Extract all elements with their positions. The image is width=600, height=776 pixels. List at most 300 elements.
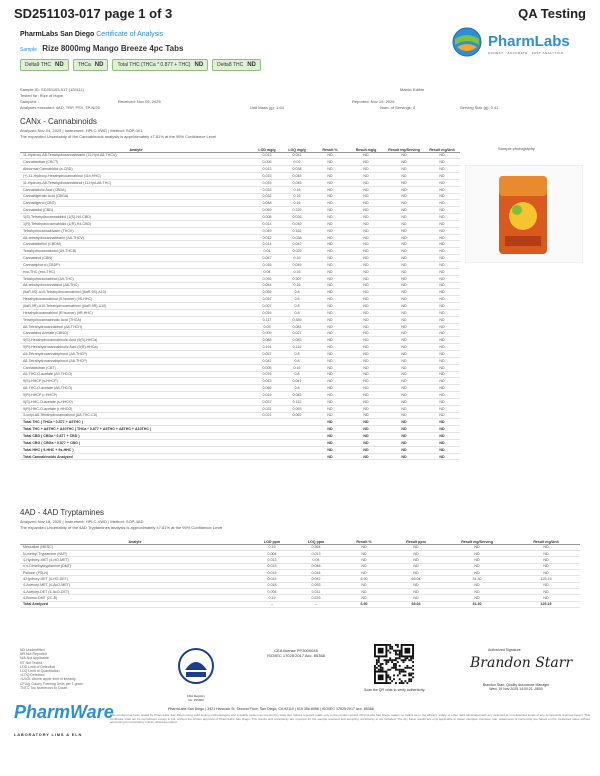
- analyte-cell: Cannabiphorol (CBDP): [20, 262, 252, 269]
- value-cell: 0.083: [252, 337, 282, 344]
- value-cell: ND: [348, 214, 384, 221]
- value-cell: [282, 433, 312, 440]
- table-row: [20, 357, 460, 364]
- value-cell: ND: [312, 193, 348, 200]
- value-cell: 0.057: [252, 296, 282, 303]
- analyte-cell: 9(S)-HHCP (s-HHCP): [20, 378, 252, 385]
- value-cell: 0.041: [252, 357, 282, 364]
- value-cell: 0.564: [294, 544, 338, 550]
- value-cell: 0.116: [282, 344, 312, 351]
- analyte-cell: 1(R)-Tetrahydrocannabidiol (1(R)-H4-CBD): [20, 220, 252, 227]
- value-cell: ND: [442, 582, 512, 588]
- value-cell: ND: [424, 453, 460, 460]
- analyte-cell: n,n-Dimethyltryptamine (DMT): [20, 563, 250, 569]
- value-cell: 0.8: [282, 371, 312, 378]
- value-cell: ND: [312, 364, 348, 371]
- value-cell: ND: [312, 344, 348, 351]
- value-cell: ND: [424, 446, 460, 453]
- value-cell: 0.049: [282, 262, 312, 269]
- analyte-cell: Total HHC ( 9-HHC + 9s-HHC ): [20, 446, 252, 453]
- analyte-cell: Cannabinol Acetate (CBNO): [20, 330, 252, 337]
- value-cell: ND: [348, 330, 384, 337]
- analyte-cell: Total CBD ( CBDa * 0.877 + CBD ): [20, 433, 252, 440]
- analyte-cell: (+)-11-Hydroxy-Hexahydrocannabinol (11b-HHC): [20, 173, 252, 180]
- analyte-cell: Total CBG ( CBGa * 0.877 + CBG ): [20, 439, 252, 446]
- lab-address: PharmLabs San Diego | 3421 Hancock St, Second Floor, San Diego, CA 92110 | 619.356.6996 | ISO/IEC 17025:2017 Acc. 85368: [168, 707, 374, 711]
- value-cell: ND: [338, 588, 390, 594]
- table-row: [20, 166, 460, 173]
- value-cell: ND: [312, 309, 348, 316]
- value-cell: 0.011: [294, 588, 338, 594]
- value-cell: ND: [348, 385, 384, 392]
- value-cell: ND: [312, 433, 348, 440]
- value-cell: ND: [424, 166, 460, 173]
- value-cell: ND: [348, 159, 384, 166]
- column-header: Analyte: [20, 532, 250, 544]
- value-cell: 0.053: [294, 582, 338, 588]
- value-cell: ND: [424, 350, 460, 357]
- value-cell: [252, 439, 282, 446]
- value-cell: ND: [348, 234, 384, 241]
- value-cell: ND: [384, 296, 424, 303]
- value-cell: 6.90: [338, 601, 390, 607]
- value-cell: ND: [424, 378, 460, 385]
- value-cell: ND: [312, 166, 348, 173]
- value-cell: ND: [384, 207, 424, 214]
- chip-value: ND: [55, 62, 64, 68]
- value-cell: 0.048: [294, 563, 338, 569]
- value-cell: 0.16: [282, 200, 312, 207]
- table-row: [20, 275, 460, 282]
- logo-name: PharmLabs: [488, 33, 570, 50]
- value-cell: ND: [348, 227, 384, 234]
- sampled: Sampled: -: [20, 99, 40, 104]
- value-cell: 0.01: [252, 248, 282, 255]
- trp-title: 4AD - 4AD Tryptamines: [20, 508, 105, 517]
- column-header: Analyte: [20, 140, 252, 152]
- table-row: [20, 405, 460, 412]
- matrix: Matrix: Edible: [400, 87, 425, 92]
- value-cell: 0.045: [282, 392, 312, 399]
- value-cell: ND: [348, 193, 384, 200]
- analyte-cell: Total Analyzed: [20, 601, 250, 607]
- value-cell: ND: [312, 426, 348, 433]
- value-cell: ND: [384, 186, 424, 193]
- value-cell: ND: [312, 392, 348, 399]
- value-cell: ND: [312, 419, 348, 426]
- column-header: Result mg/Serving: [384, 140, 424, 152]
- sample-tag: Sample: [20, 47, 37, 53]
- value-cell: 0.014: [250, 576, 294, 582]
- value-cell: ND: [384, 446, 424, 453]
- abbreviation-legend: ND Unidentified NR Not Reported N/A Not Applicable NT Not Tested LOD Limit of Detection LOQ Limit of Quantitation <LOQ Detected >ULOL Above upper limit of linearity CFU/g Colony Forming Units per 1 gram TNTC Too Numerous to Count: [20, 648, 83, 690]
- value-cell: 0.057: [252, 350, 282, 357]
- value-cell: 0.081: [282, 323, 312, 330]
- value-cell: ND: [348, 392, 384, 399]
- value-cell: 0.8: [282, 296, 312, 303]
- value-cell: ND: [512, 563, 580, 569]
- analyte-cell: Total THC + Δ8THC + Δ10THC ( THCa * 0.877 + Δ9THC + Δ8THC + Δ10THC ): [20, 426, 252, 433]
- received-date: Received: Nov 05, 2025: [118, 99, 161, 104]
- chip-label: Total THC (THCa * 0.877 + THC): [117, 62, 191, 68]
- analyte-cell: N-methyl Tryptamine (NMT): [20, 550, 250, 556]
- value-cell: ND: [424, 439, 460, 446]
- value-cell: ND: [312, 214, 348, 221]
- value-cell: ND: [348, 241, 384, 248]
- value-cell: ND: [348, 316, 384, 323]
- value-cell: ND: [312, 186, 348, 193]
- value-cell: ND: [348, 296, 384, 303]
- table-row: [20, 234, 460, 241]
- value-cell: ND: [348, 152, 384, 159]
- value-cell: ND: [384, 159, 424, 166]
- value-cell: ND: [424, 241, 460, 248]
- column-header: Result %: [338, 532, 390, 544]
- table-row: [20, 385, 460, 392]
- chip-value: ND: [194, 62, 204, 68]
- value-cell: [282, 426, 312, 433]
- value-cell: ND: [348, 323, 384, 330]
- value-cell: 0.015: [252, 392, 282, 399]
- canx-subtitle-1: Analyzed Nov 04, 2025 | Instrument: HPLC-VWD | Method: SOP-001: [20, 128, 143, 133]
- value-cell: ND: [348, 268, 384, 275]
- lab-name: PharmLabs San Diego: [20, 31, 95, 38]
- value-cell: ND: [424, 405, 460, 412]
- value-cell: 0.112: [282, 398, 312, 405]
- value-cell: ND: [424, 159, 460, 166]
- table-row: [20, 371, 460, 378]
- table-row: [20, 241, 460, 248]
- pharmware-logo: [14, 702, 114, 742]
- value-cell: ND: [384, 152, 424, 159]
- value-cell: ND: [424, 316, 460, 323]
- analyte-cell: Δ9-THC-O-acetate (Δ9-THCO): [20, 371, 252, 378]
- globe-logo-icon: [452, 27, 482, 57]
- column-header: LOD ppm: [250, 532, 294, 544]
- value-cell: ND: [442, 595, 512, 601]
- value-cell: ND: [384, 179, 424, 186]
- value-cell: ND: [390, 588, 442, 594]
- value-cell: ND: [312, 453, 348, 460]
- value-cell: 0.033: [252, 193, 282, 200]
- value-cell: 0.8: [282, 289, 312, 296]
- value-cell: ND: [424, 303, 460, 310]
- value-cell: 0.045: [282, 173, 312, 180]
- table-row: [20, 179, 460, 186]
- table-row: [20, 344, 460, 351]
- table-row: [20, 330, 460, 337]
- analyte-cell: Tetrahydrocannabinol (Δ9-THC): [20, 275, 252, 282]
- value-cell: ND: [512, 582, 580, 588]
- value-cell: 0.013: [252, 378, 282, 385]
- value-cell: ND: [390, 595, 442, 601]
- chip-label: THCa: [77, 62, 91, 68]
- value-cell: [252, 426, 282, 433]
- analyte-cell: 4-Acetoxy-DET (4-AcO-DET): [20, 588, 250, 594]
- value-cell: 0.16: [282, 193, 312, 200]
- value-cell: 0.041: [282, 378, 312, 385]
- sample-name: Rize 8000mg Mango Breeze 4pc Tabs: [42, 44, 184, 53]
- table-row: [20, 152, 460, 159]
- value-cell: 0.03: [252, 323, 282, 330]
- value-cell: ND: [348, 378, 384, 385]
- analyte-cell: Hexahydrocannabinol (R Isomer) (9R-HHC): [20, 309, 252, 316]
- value-cell: ND: [424, 207, 460, 214]
- handwritten-signature: Brandon Starr: [470, 655, 573, 671]
- value-cell: ND: [338, 569, 390, 575]
- table-row: [20, 248, 460, 255]
- num-servings: Num. of Servings: 4: [380, 105, 416, 110]
- value-cell: ND: [424, 426, 460, 433]
- value-cell: 0.015: [250, 563, 294, 569]
- fda-number: No: #35300: [188, 697, 204, 702]
- value-cell: ND: [312, 200, 348, 207]
- value-cell: 0.041: [282, 152, 312, 159]
- value-cell: 0.013: [252, 166, 282, 173]
- analyte-cell: 4-Bromo-DMT (2C-B): [20, 595, 250, 601]
- value-cell: 0.049: [282, 220, 312, 227]
- value-cell: ND: [390, 557, 442, 563]
- value-cell: ND: [384, 316, 424, 323]
- value-cell: ND: [348, 344, 384, 351]
- trp-subtitle-1: Analyzed Nov 18, 2025 | Instrument: HPLC-VWD | Method: SOP-4AD: [20, 519, 144, 524]
- analyte-cell: 1(S)-Tetrahydrocannabidiol (1(S)-H4-CBD): [20, 214, 252, 221]
- chip-delta9-thc: [20, 59, 69, 71]
- analyte-cell: exo-THC (exo-THC): [20, 268, 252, 275]
- value-cell: ND: [348, 446, 384, 453]
- value-cell: 0.16: [282, 282, 312, 289]
- value-cell: ND: [312, 248, 348, 255]
- value-cell: ND: [384, 385, 424, 392]
- value-cell: ND: [384, 412, 424, 419]
- value-cell: [282, 446, 312, 453]
- value-cell: ND: [384, 419, 424, 426]
- signer-name: Brandon Starr, Quality Assurance Manager: [482, 683, 550, 687]
- value-cell: ND: [384, 234, 424, 241]
- value-cell: ND: [442, 569, 512, 575]
- column-header: Result mg/Unit: [424, 140, 460, 152]
- accreditation-info: [262, 648, 330, 658]
- value-cell: ND: [424, 357, 460, 364]
- analyte-cell: 9(S)-HHC-O-acetate (s-HHCO): [20, 398, 252, 405]
- value-cell: 0.16: [282, 186, 312, 193]
- analyte-cell: Cannabicitran (CBCT): [20, 159, 252, 166]
- value-cell: 0.092: [252, 275, 282, 282]
- value-cell: ND: [312, 350, 348, 357]
- table-row: [20, 186, 460, 193]
- pharmware-subtitle: LABORATORY LIMS & ELN: [14, 732, 83, 737]
- value-cell: ND: [424, 173, 460, 180]
- analyte-cell: 3-octyl-Δ8-Tetrahydrocannabinol (Δ8-THC-C8): [20, 412, 252, 419]
- value-cell: ND: [312, 220, 348, 227]
- value-cell: 0.8: [282, 350, 312, 357]
- value-cell: 0.037: [252, 398, 282, 405]
- value-cell: -: [294, 601, 338, 607]
- value-cell: ND: [348, 419, 384, 426]
- analyte-cell: Psilocin (PSLN): [20, 569, 250, 575]
- verification-qr-code[interactable]: [374, 644, 414, 684]
- value-cell: ND: [424, 364, 460, 371]
- analyte-cell: Δ8-Tetrahydrocannabinol (Δ8-THCH): [20, 323, 252, 330]
- value-cell: ND: [348, 289, 384, 296]
- value-cell: 0.117: [252, 316, 282, 323]
- value-cell: ND: [384, 330, 424, 337]
- value-cell: ND: [390, 569, 442, 575]
- value-cell: 0.045: [282, 179, 312, 186]
- value-cell: [252, 446, 282, 453]
- value-cell: ND: [384, 248, 424, 255]
- value-cell: 0.008: [252, 214, 282, 221]
- value-cell: ND: [424, 234, 460, 241]
- value-cell: 0.16: [282, 255, 312, 262]
- value-cell: ND: [424, 337, 460, 344]
- value-cell: 0.065: [252, 385, 282, 392]
- value-cell: 0.021: [252, 412, 282, 419]
- analyte-cell: Δ9-Tetrahydrocannabiphorol (Δ9-THCP): [20, 350, 252, 357]
- value-cell: ND: [348, 207, 384, 214]
- value-cell: ND: [384, 241, 424, 248]
- tested-for: Tested for: Rize of Hope: [20, 93, 63, 98]
- value-cell: 0.162: [282, 227, 312, 234]
- analyte-cell: 9(S)-Hexahydrocannabinolic Acid (9(S)-HHCa): [20, 337, 252, 344]
- trp-subtitle-2: The expanded Uncertainty of the 4AD Tryptamines analysis is approximately ±7.81% at the 95% Confidence Level: [20, 525, 223, 530]
- value-cell: 0.191: [252, 344, 282, 351]
- value-cell: 0.027: [282, 330, 312, 337]
- analyte-cell: 9(R)-Hexahydrocannabinolic Acid (9(R)-HHCa): [20, 344, 252, 351]
- value-cell: ND: [312, 439, 348, 446]
- qa-testing-label: QA Testing: [518, 6, 586, 21]
- value-cell: 0.007: [252, 303, 282, 310]
- value-cell: ND: [512, 550, 580, 556]
- analyte-cell: Hexahydrocannabinol (S Isomer) (9S-HHC): [20, 296, 252, 303]
- value-cell: ND: [384, 378, 424, 385]
- value-cell: ND: [384, 166, 424, 173]
- table-row: [20, 207, 460, 214]
- table-row: [20, 316, 460, 323]
- value-cell: ND: [384, 344, 424, 351]
- analyte-cell: Cannabicitran (CBT): [20, 364, 252, 371]
- value-cell: ND: [312, 330, 348, 337]
- value-cell: ND: [442, 563, 512, 569]
- summary-chips: [20, 59, 261, 71]
- value-cell: ND: [312, 357, 348, 364]
- table-row: [20, 200, 460, 207]
- value-cell: 0.048: [252, 200, 282, 207]
- value-cell: ND: [312, 337, 348, 344]
- value-cell: ND: [348, 275, 384, 282]
- chip-thca: [73, 59, 109, 71]
- pharmware-brand: PharmWare: [14, 702, 114, 722]
- table-row: [20, 255, 460, 262]
- table-row: [20, 433, 460, 440]
- tryptamines-table: [20, 532, 580, 608]
- value-cell: ND: [312, 303, 348, 310]
- analyte-cell: Cannabidiolic Acid (CBDA): [20, 186, 252, 193]
- column-header: Result %: [312, 140, 348, 152]
- value-cell: ND: [312, 255, 348, 262]
- value-cell: ND: [424, 412, 460, 419]
- value-cell: 0.004: [250, 550, 294, 556]
- value-cell: ND: [424, 193, 460, 200]
- analyte-cell: 4-Hydroxy-DET (4-HO-DET): [20, 576, 250, 582]
- value-cell: ND: [442, 550, 512, 556]
- unit-mass: Unit Mass (g): 1.64: [250, 105, 284, 110]
- analyte-cell: (6aR,9S)-Δ10-Tetrahydrocannabinol ((6aR,9S)-Δ10): [20, 289, 252, 296]
- value-cell: ND: [424, 282, 460, 289]
- table-row: [20, 282, 460, 289]
- value-cell: ND: [384, 398, 424, 405]
- value-cell: ND: [442, 588, 512, 594]
- value-cell: 0.015: [252, 173, 282, 180]
- fda-label: FDA Registry: [187, 694, 205, 698]
- analyte-cell: 4-Acetoxy-MET (4-AcO-MET): [20, 582, 250, 588]
- fda-registry: [178, 695, 214, 702]
- page-title: SD251103-017 page 1 of 3: [14, 6, 173, 21]
- column-header: Result ppm: [390, 532, 442, 544]
- value-cell: ND: [384, 268, 424, 275]
- analyte-cell: Δ8-tetrahydrocannabivarin (Δ8-THCV): [20, 234, 252, 241]
- sample-id: Sample ID: SD251103-017 (126111): [20, 87, 85, 92]
- value-cell: ND: [312, 405, 348, 412]
- value-cell: 69.04: [390, 576, 442, 582]
- table-row: [20, 303, 460, 310]
- value-cell: 0.047: [252, 255, 282, 262]
- value-cell: [252, 453, 282, 460]
- signer-info: [476, 683, 556, 691]
- value-cell: ND: [312, 371, 348, 378]
- table-row: [20, 262, 460, 269]
- value-cell: ND: [338, 557, 390, 563]
- value-cell: 0.014: [252, 241, 282, 248]
- value-cell: ND: [348, 433, 384, 440]
- analyte-cell: Abnormal Cannabidiol (a-CBD): [20, 166, 252, 173]
- photo-label: Sample photography: [498, 146, 535, 151]
- analyte-cell: Mescaline (MESC): [20, 544, 250, 550]
- value-cell: ND: [348, 364, 384, 371]
- value-cell: ND: [312, 446, 348, 453]
- table-row: [20, 398, 460, 405]
- table-row: [20, 337, 460, 344]
- column-header: LOD mg/g: [252, 140, 282, 152]
- table-row: [20, 214, 460, 221]
- value-cell: ND: [424, 323, 460, 330]
- value-cell: ND: [424, 398, 460, 405]
- value-cell: ND: [384, 173, 424, 180]
- analyte-cell: (6aR,9R)-Δ10-Tetrahydrocannabinol ((6aR,9R)-Δ10): [20, 303, 252, 310]
- table-row: [20, 439, 460, 446]
- value-cell: ND: [424, 200, 460, 207]
- chip-label: Delta8 THC: [217, 62, 244, 68]
- value-cell: ND: [424, 179, 460, 186]
- value-cell: ND: [512, 588, 580, 594]
- table-row: [20, 426, 460, 433]
- value-cell: ND: [424, 227, 460, 234]
- analyte-cell: 4-Hydroxy-MET (4-HO-MET): [20, 557, 250, 563]
- value-cell: ND: [348, 220, 384, 227]
- value-cell: 0.013: [250, 557, 294, 563]
- value-cell: 125.19: [512, 601, 580, 607]
- value-cell: ND: [338, 544, 390, 550]
- value-cell: 0.576: [294, 595, 338, 601]
- value-cell: ND: [424, 248, 460, 255]
- value-cell: ND: [384, 193, 424, 200]
- lab-line: [20, 31, 163, 38]
- value-cell: 0.307: [282, 275, 312, 282]
- table-row: [20, 446, 460, 453]
- logo-tagline: HONEST · ACCURATE · FAST ANALYTICS: [488, 51, 564, 55]
- value-cell: ND: [384, 255, 424, 262]
- value-cell: ND: [424, 255, 460, 262]
